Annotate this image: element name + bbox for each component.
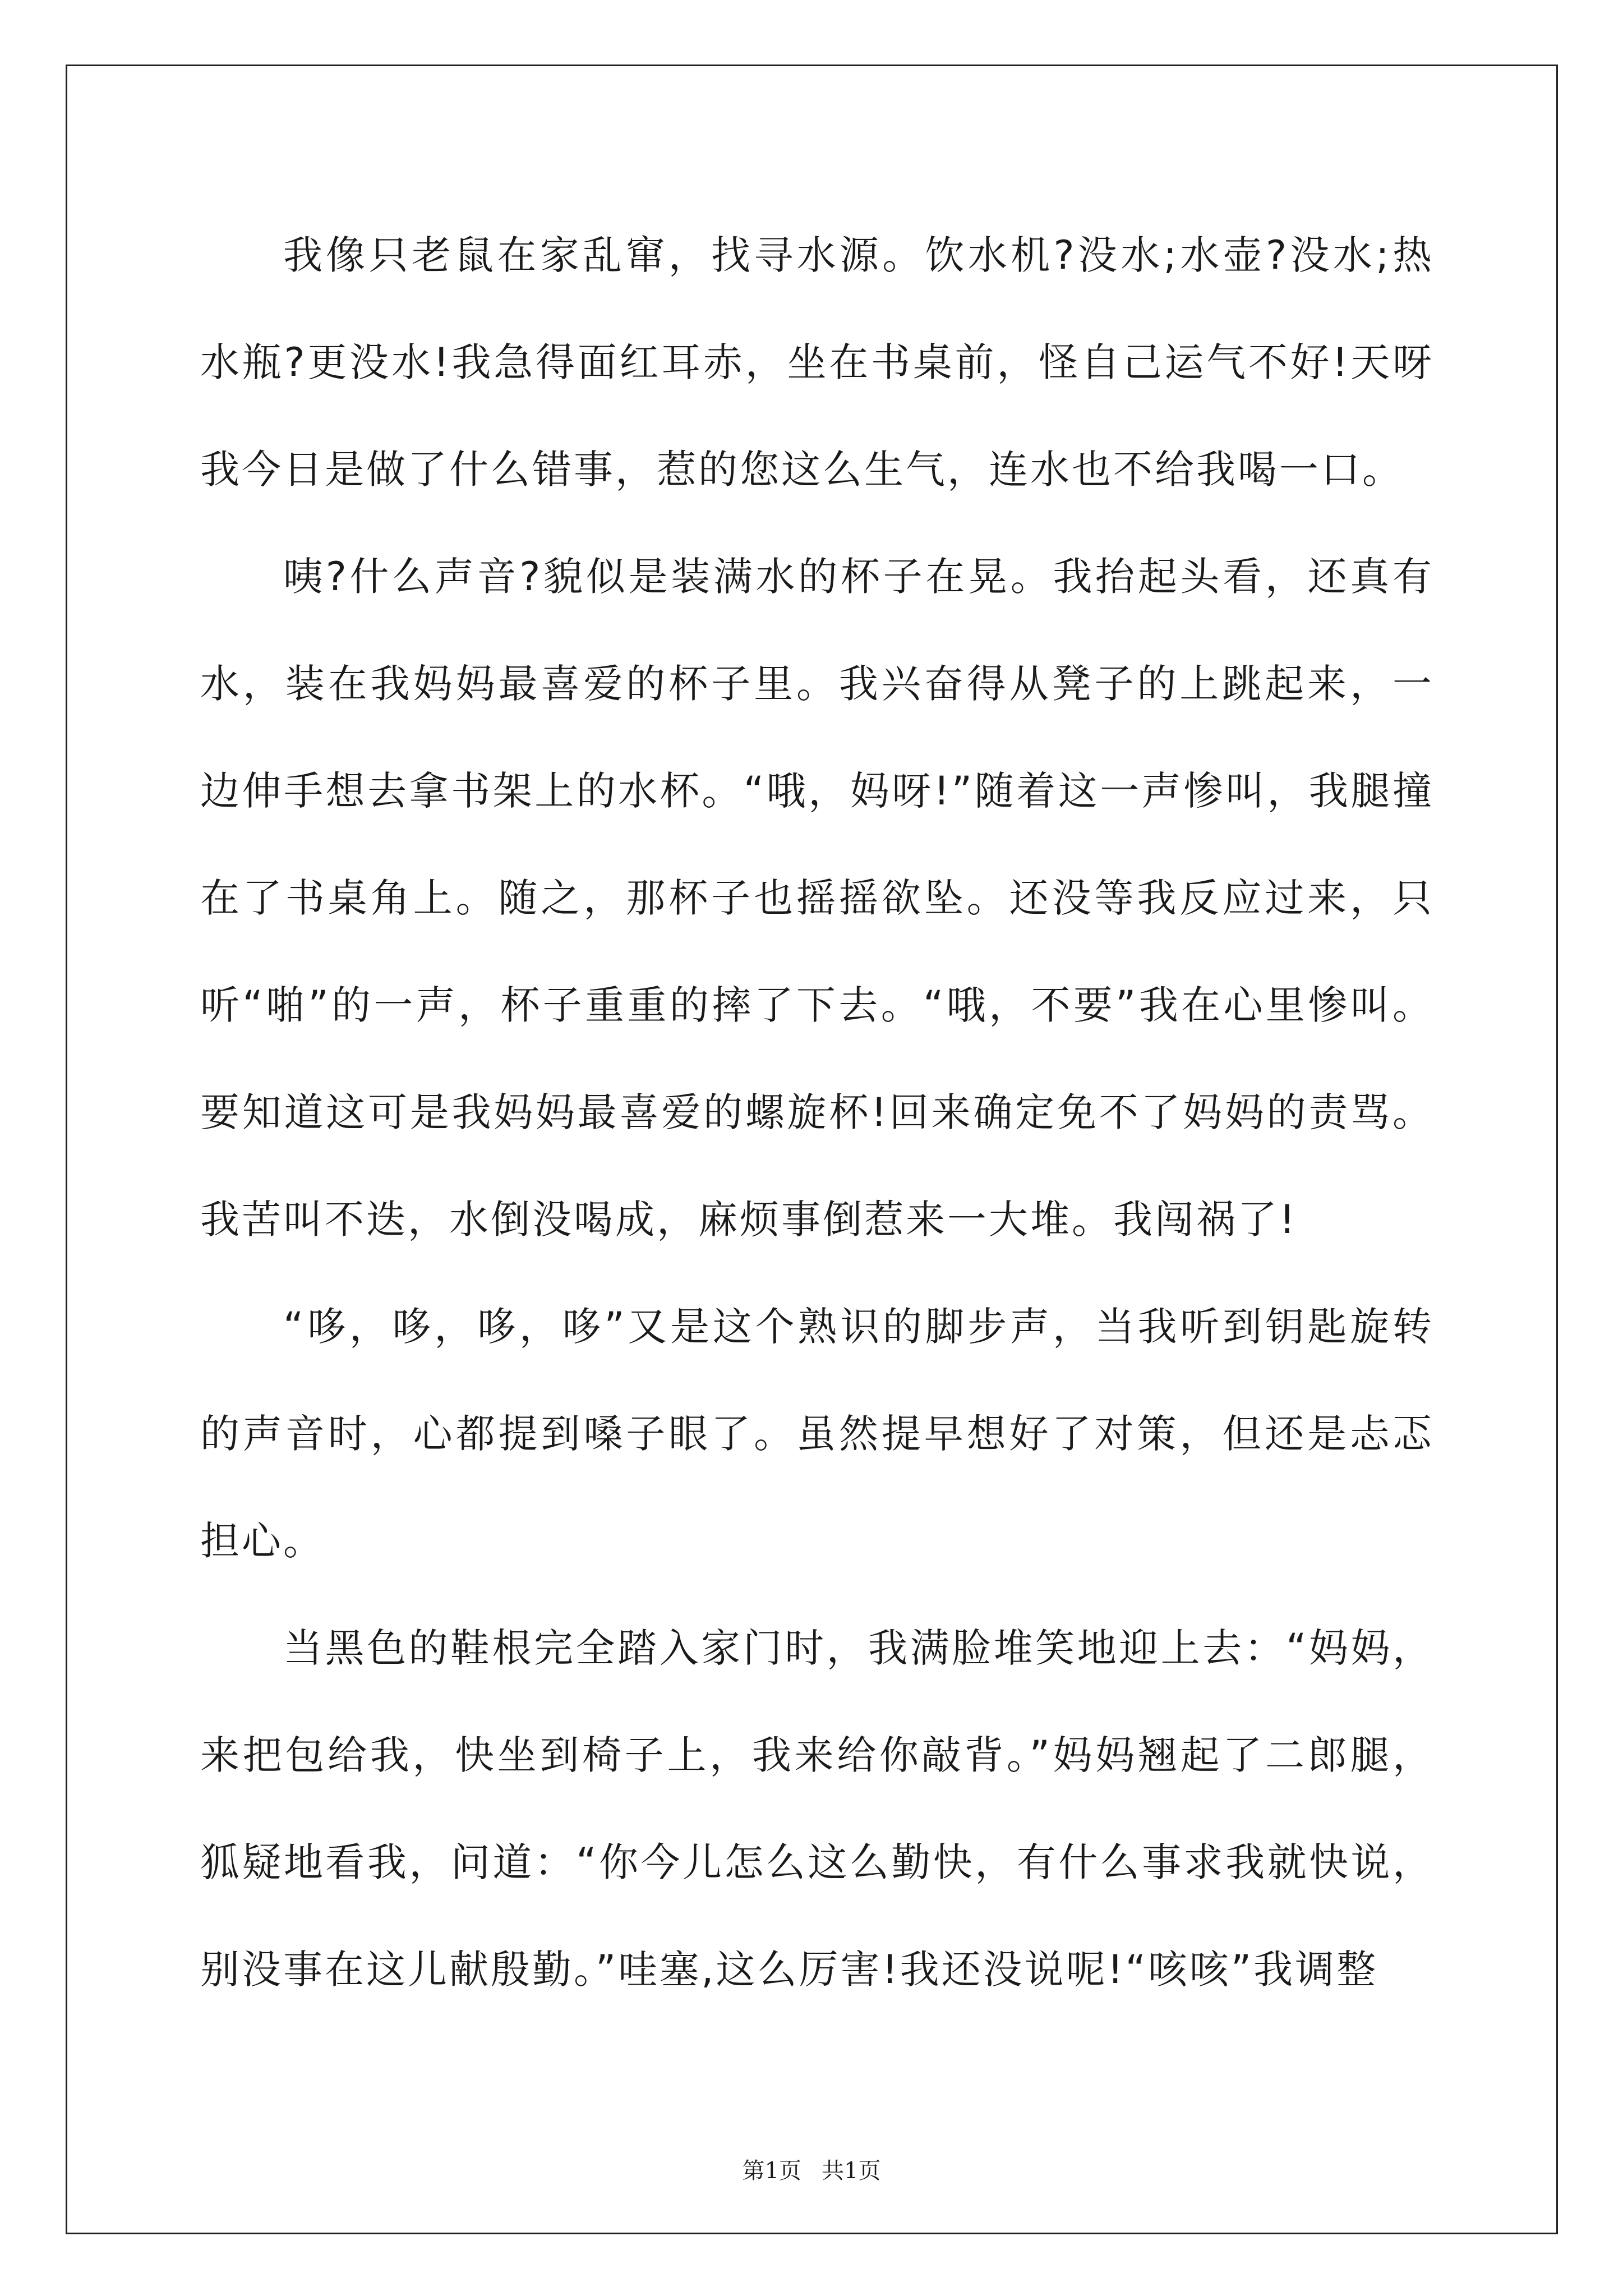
page-number: 第1页: [742, 2158, 801, 2184]
page-footer: [0, 2153, 1623, 2185]
document-body: [200, 202, 1434, 2023]
paragraph-2: 咦?什么声音?貌似是装满水的杯子在晃。我抬起头看，还真有水，装在我妈妈最喜爱的杯子里。我兴奋得从凳子的上跳起来，一边伸手想去拿书架上的水杯。“哦，妈呀!”随着这一声惨叫，我腿撞在了书桌角上。随之，那杯子也摇摇欲坠。还没等我反应过来，只听“啪”的一声，杯子重重的摔了下去。“哦，不要”我在心里惨叫。要知道这可是我妈妈最喜爱的螺旋杯!回来确定免不了妈妈的责骂。我苦叫不迭，水倒没喝成，麻烦事倒惹来一大堆。我闯祸了!: [200, 554, 1434, 1243]
paragraph-4: 当黑色的鞋根完全踏入家门时，我满脸堆笑地迎上去：“妈妈，来把包给我，快坐到椅子上，我来给你敲背。”妈妈翘起了二郎腿，狐疑地看我，问道：“你今儿怎么这么勤快，有什么事求我就快说，别没事在这儿献殷勤。”哇塞,这么厉害!我还没说呢!“咳咳”我调整: [200, 1625, 1434, 1993]
paragraph-3: “哆，哆，哆，哆”又是这个熟识的脚步声，当我听到钥匙旋转的声音时，心都提到嗓子眼了。虽然提早想好了对策，但还是忐忑担心。: [200, 1304, 1434, 1564]
paragraph-1: 我像只老鼠在家乱窜，找寻水源。饮水机?没水;水壶?没水;热水瓶?更没水!我急得面红耳赤，坐在书桌前，怪自己运气不好!天呀我今日是做了什么错事，惹的您这么生气，连水也不给我喝一口。: [200, 232, 1434, 493]
page-total: 共1页: [822, 2158, 881, 2184]
